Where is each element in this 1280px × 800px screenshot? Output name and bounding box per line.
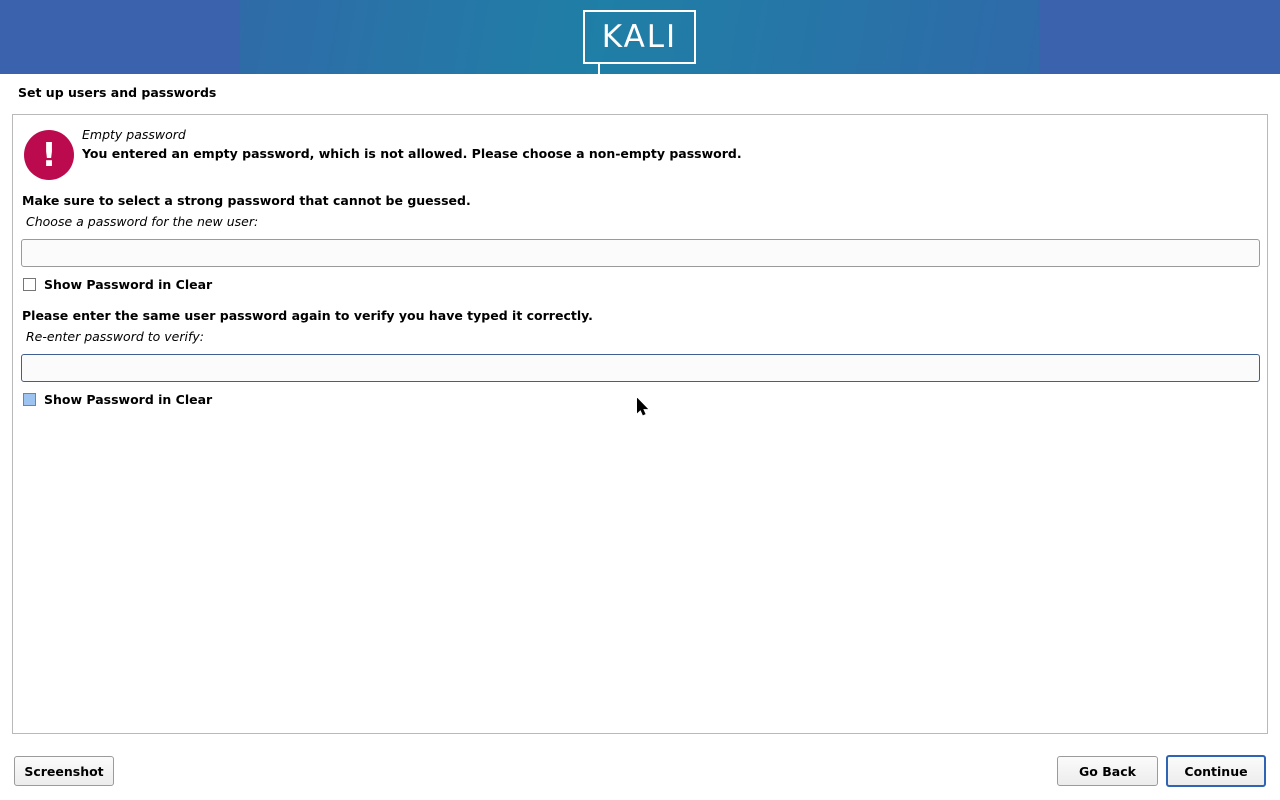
- exclamation-glyph: !: [41, 135, 57, 174]
- page-title: Set up users and passwords: [18, 85, 217, 100]
- strong-password-note: Make sure to select a strong password that cannot be guessed.: [22, 193, 471, 208]
- verify-password-input[interactable]: [21, 354, 1260, 382]
- show-password-checkbox-1[interactable]: [23, 278, 36, 291]
- error-title: Empty password: [82, 127, 186, 142]
- kali-logo-tail: [598, 62, 600, 74]
- password-input[interactable]: [21, 239, 1260, 267]
- kali-logo: KALI: [583, 10, 696, 64]
- go-back-button[interactable]: Go Back: [1057, 756, 1158, 786]
- banner-right-panel: [1039, 0, 1280, 74]
- exclamation-icon: [24, 130, 74, 180]
- verify-label: Re-enter password to verify:: [26, 329, 204, 344]
- continue-button[interactable]: Continue: [1166, 755, 1266, 787]
- verify-note: Please enter the same user password again to verify you have typed it correctly.: [22, 308, 593, 323]
- password-label: Choose a password for the new user:: [26, 214, 259, 229]
- screenshot-button[interactable]: Screenshot: [14, 756, 114, 786]
- content-frame: [12, 114, 1268, 734]
- show-password-checkbox-2[interactable]: [23, 393, 36, 406]
- banner-left-panel: [0, 0, 241, 74]
- kali-banner: [0, 0, 1280, 74]
- error-message: You entered an empty password, which is not allowed. Please choose a non-empty password.: [82, 146, 742, 161]
- show-password-label-2: Show Password in Clear: [44, 392, 213, 407]
- show-password-label-1: Show Password in Clear: [44, 277, 213, 292]
